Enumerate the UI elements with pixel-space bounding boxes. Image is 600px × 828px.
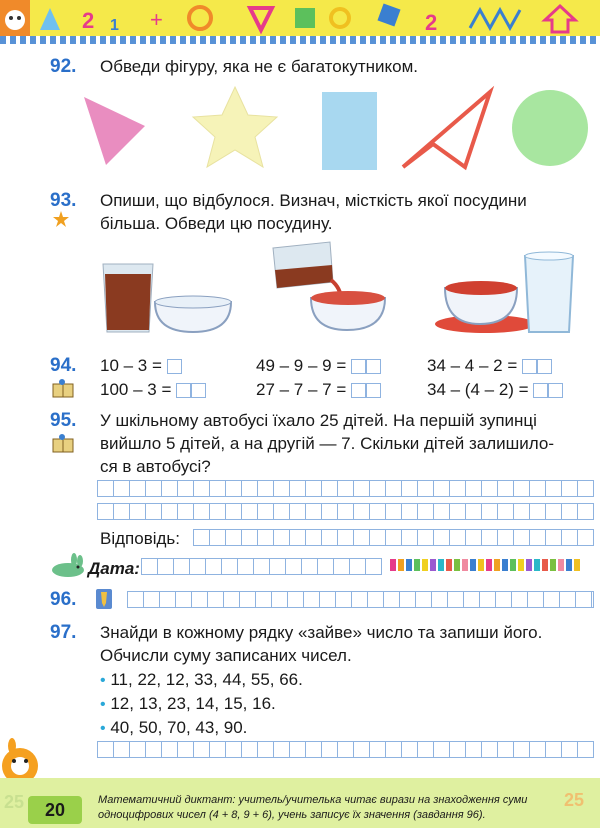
list-item: • 11, 22, 12, 33, 44, 55, 66. bbox=[100, 670, 303, 689]
color-strip bbox=[390, 557, 586, 571]
expr-49-9-9: 49 – 9 – 9 = bbox=[256, 356, 347, 375]
task-94-number: 94. bbox=[50, 355, 77, 376]
header-band bbox=[0, 0, 600, 36]
strip-square bbox=[478, 559, 484, 571]
answer-cell[interactable] bbox=[522, 359, 537, 374]
strip-square bbox=[438, 559, 444, 571]
strip-square bbox=[526, 559, 532, 571]
answer-cell[interactable] bbox=[537, 359, 552, 374]
pencil-icon bbox=[95, 588, 113, 610]
answer-cell[interactable] bbox=[366, 359, 381, 374]
number-row-2: 12, 13, 23, 14, 15, 16. bbox=[110, 694, 276, 713]
deco-number-25-left: 25 bbox=[4, 792, 25, 812]
answer-cell[interactable] bbox=[548, 383, 563, 398]
date-grid-row[interactable] bbox=[141, 558, 382, 575]
task-92-shapes bbox=[70, 82, 600, 177]
task-95-line2: вийшло 5 дітей, а на другій — 7. Скільки дітей залишило- bbox=[100, 434, 554, 453]
star-icon bbox=[52, 210, 70, 228]
book-icon bbox=[52, 433, 74, 453]
footnote-line2: одноцифрових чисел (4 + 8, 9 + 6), учень записує їх значення (завдання 96). bbox=[98, 809, 486, 821]
answer-label: Відповідь: bbox=[100, 529, 181, 548]
deco-number-25-right: 25 bbox=[564, 790, 585, 810]
task-95-line3: ся в автобусі? bbox=[100, 457, 211, 476]
date-label: Дата: bbox=[88, 559, 140, 578]
answer-cell[interactable] bbox=[366, 383, 381, 398]
scene-overflow bbox=[435, 252, 573, 333]
shape-star bbox=[193, 87, 277, 167]
header-decoration bbox=[0, 0, 600, 36]
strip-square bbox=[454, 559, 460, 571]
book-icon bbox=[52, 378, 74, 398]
answer-cell[interactable] bbox=[351, 383, 366, 398]
scene-pouring bbox=[273, 242, 385, 330]
strip-square bbox=[566, 559, 572, 571]
header-dots bbox=[0, 36, 600, 44]
strip-square bbox=[518, 559, 524, 571]
task-96-number: 96. bbox=[50, 589, 77, 610]
task-97-grid-row[interactable] bbox=[97, 741, 594, 758]
strip-square bbox=[502, 559, 508, 571]
svg-text:+: + bbox=[150, 7, 163, 32]
strip-square bbox=[462, 559, 468, 571]
strip-square bbox=[470, 559, 476, 571]
expr-34-paren: 34 – (4 – 2) = bbox=[427, 380, 529, 399]
strip-square bbox=[486, 559, 492, 571]
shape-rectangle bbox=[322, 92, 377, 170]
task-95-line1: У шкільному автобусі їхало 25 дітей. На першій зупинці bbox=[100, 411, 537, 430]
strip-square bbox=[414, 559, 420, 571]
shape-concave-quadrilateral bbox=[403, 92, 490, 167]
answer-cell[interactable] bbox=[167, 359, 182, 374]
task-93-number: 93. bbox=[50, 190, 77, 211]
task-95-number: 95. bbox=[50, 410, 77, 431]
expr-27-7-7: 27 – 7 – 7 = bbox=[256, 380, 347, 399]
task-93-vessels bbox=[95, 240, 590, 340]
shape-triangle bbox=[84, 97, 145, 165]
deco-number-1: 1 bbox=[110, 17, 119, 34]
list-item: • 12, 13, 23, 14, 15, 16. bbox=[100, 694, 276, 713]
svg-text:2: 2 bbox=[425, 10, 438, 35]
deco-number-2: 2 bbox=[82, 8, 95, 33]
task-97-line1: Знайди в кожному рядку «зайве» число та запиши його. bbox=[100, 623, 543, 642]
task-93-line2: більша. Обведи цю посудину. bbox=[100, 214, 333, 233]
task-97-line2: Обчисли суму записаних чисел. bbox=[100, 646, 352, 665]
list-item: • 40, 50, 70, 43, 90. bbox=[100, 718, 248, 737]
strip-square bbox=[550, 559, 556, 571]
strip-square bbox=[574, 559, 580, 571]
task-97-number: 97. bbox=[50, 622, 77, 643]
footnote bbox=[98, 793, 568, 823]
strip-square bbox=[398, 559, 404, 571]
footnote-line1: Математичний диктант: учитель/учителька читає вирази на знаходження суми bbox=[98, 794, 528, 806]
answer-cell[interactable] bbox=[176, 383, 191, 398]
strip-square bbox=[542, 559, 548, 571]
answer-cell[interactable] bbox=[351, 359, 366, 374]
expr-34-4-2: 34 – 4 – 2 = bbox=[427, 356, 518, 375]
task-96-grid-row[interactable] bbox=[127, 591, 594, 608]
strip-square bbox=[430, 559, 436, 571]
expr-10-3: 10 – 3 = bbox=[100, 356, 162, 375]
strip-square bbox=[422, 559, 428, 571]
writing-grid-row[interactable] bbox=[97, 480, 594, 497]
answer-grid-row[interactable] bbox=[193, 529, 594, 546]
number-row-1: 11, 22, 12, 33, 44, 55, 66. bbox=[110, 670, 303, 689]
strip-square bbox=[510, 559, 516, 571]
rabbit-icon bbox=[48, 552, 88, 578]
task-92-text: Обведи фігуру, яка не є багатокутником. bbox=[100, 57, 419, 76]
answer-cell[interactable] bbox=[191, 383, 206, 398]
number-row-3: 40, 50, 70, 43, 90. bbox=[110, 718, 248, 737]
strip-square bbox=[494, 559, 500, 571]
strip-square bbox=[534, 559, 540, 571]
page-number: 20 bbox=[28, 796, 82, 824]
expr-100-3: 100 – 3 = bbox=[100, 380, 172, 399]
scene-full-glass-and-cup bbox=[103, 264, 231, 332]
task-93-line1: Опиши, що відбулося. Визнач, місткість якої посудини bbox=[100, 191, 527, 210]
strip-square bbox=[446, 559, 452, 571]
task-92-number: 92. bbox=[50, 56, 77, 77]
shape-circle bbox=[512, 90, 588, 166]
answer-cell[interactable] bbox=[533, 383, 548, 398]
writing-grid-row[interactable] bbox=[97, 503, 594, 520]
strip-square bbox=[406, 559, 412, 571]
strip-square bbox=[390, 559, 396, 571]
strip-square bbox=[558, 559, 564, 571]
